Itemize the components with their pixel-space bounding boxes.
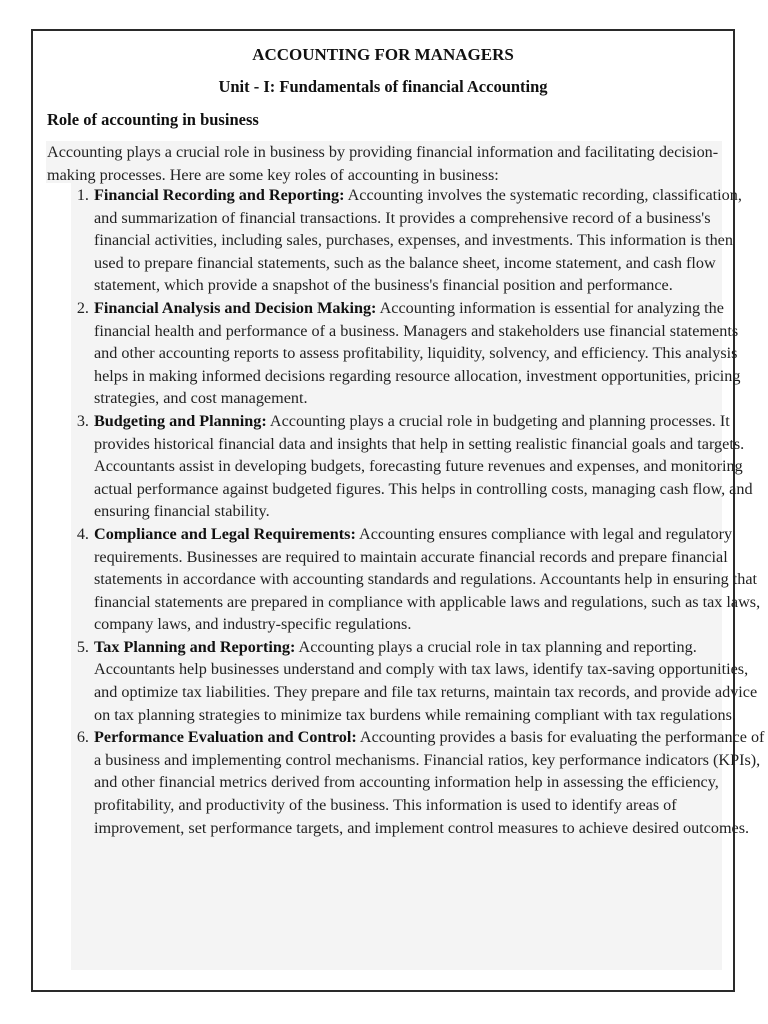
item-heading: Compliance and Legal Requirements: (94, 524, 356, 543)
item-heading: Financial Recording and Reporting: (94, 186, 345, 204)
item-heading: Tax Planning and Reporting: (94, 637, 296, 656)
item-text: Accounting ensures compliance with legal and regulatory requirements. Businesses are required to maintain accurate financial records and prepare financial statements in accordance with accounting standards and regulations. Accountants help in ensuring that financial statements are prepared in compliance with applicable laws and regulations, such as tax laws, company laws, and industry-specific regulations. (94, 524, 761, 634)
list-item (93, 523, 765, 636)
item-heading: Performance Evaluation and Control: (94, 728, 357, 747)
item-text: Accounting plays a crucial role in budgeting and planning processes. It provides historical financial data and insights that help in setting realistic financial goals and targets. Accountants assist in developing budgets, forecasting future revenues and expenses, and monitoring actual performance against budgeted figures. This helps in controlling costs, managing cash flow, and ensuring financial stability. (94, 411, 753, 521)
item-text: Accounting provides a basis for evaluating the performance of a business and implementing control mechanisms. Financial ratios, key performance indicators (KPIs), and other financial metrics derived from accounting information help in assessing the efficiency, profitability, and productivity of the business. This information is used to identify areas of improvement, set performance targets, and implement control measures to achieve desired outcomes. (94, 728, 765, 837)
intro-paragraph: Accounting plays a crucial role in business by providing financial information and facilitating decision-making processes. Here are some key roles of accounting in business: (47, 143, 719, 184)
list-item (93, 410, 765, 523)
item-heading: Financial Analysis and Decision Making: (94, 298, 377, 317)
item-text: Accounting involves the systematic recording, classification, and summarization of financial transactions. It provides a comprehensive record of a business's financial activities, including sales, purchases, expenses, and investments. This information is then used to prepare financial statements, such as the balance sheet, income statement, and cash flow statement, which provide a snapshot of the business's financial position and performance. (94, 186, 742, 295)
item-heading: Budgeting and Planning: (94, 411, 267, 430)
item-text: Accounting information is essential for analyzing the financial health and performance of a business. Managers and stakeholders use financial statements and other accounting reports to assess profitability, liquidity, solvency, and efficiency. This analysis helps in making informed decisions regarding resource allocation, investment opportunities, pricing strategies, and cost management. (94, 298, 741, 408)
list-item (93, 184, 765, 297)
list-item (93, 726, 765, 839)
list-item (93, 636, 765, 726)
item-text: Accounting plays a crucial role in tax planning and reporting. Accountants help businesses understand and comply with tax laws, identify tax-saving opportunities, and optimize tax liabilities. They prepare and file tax returns, maintain tax records, and provide advice on tax planning strategies to minimize tax burdens while remaining compliant with tax regulations. (94, 637, 758, 724)
list-item (93, 297, 765, 410)
document-title: ACCOUNTING FOR MANAGERS (252, 45, 514, 64)
section-heading: Role of accounting in business (47, 110, 259, 129)
roles-list (47, 184, 765, 839)
unit-heading: Unit - I: Fundamentals of financial Accounting (218, 77, 548, 96)
page-frame (31, 29, 765, 992)
